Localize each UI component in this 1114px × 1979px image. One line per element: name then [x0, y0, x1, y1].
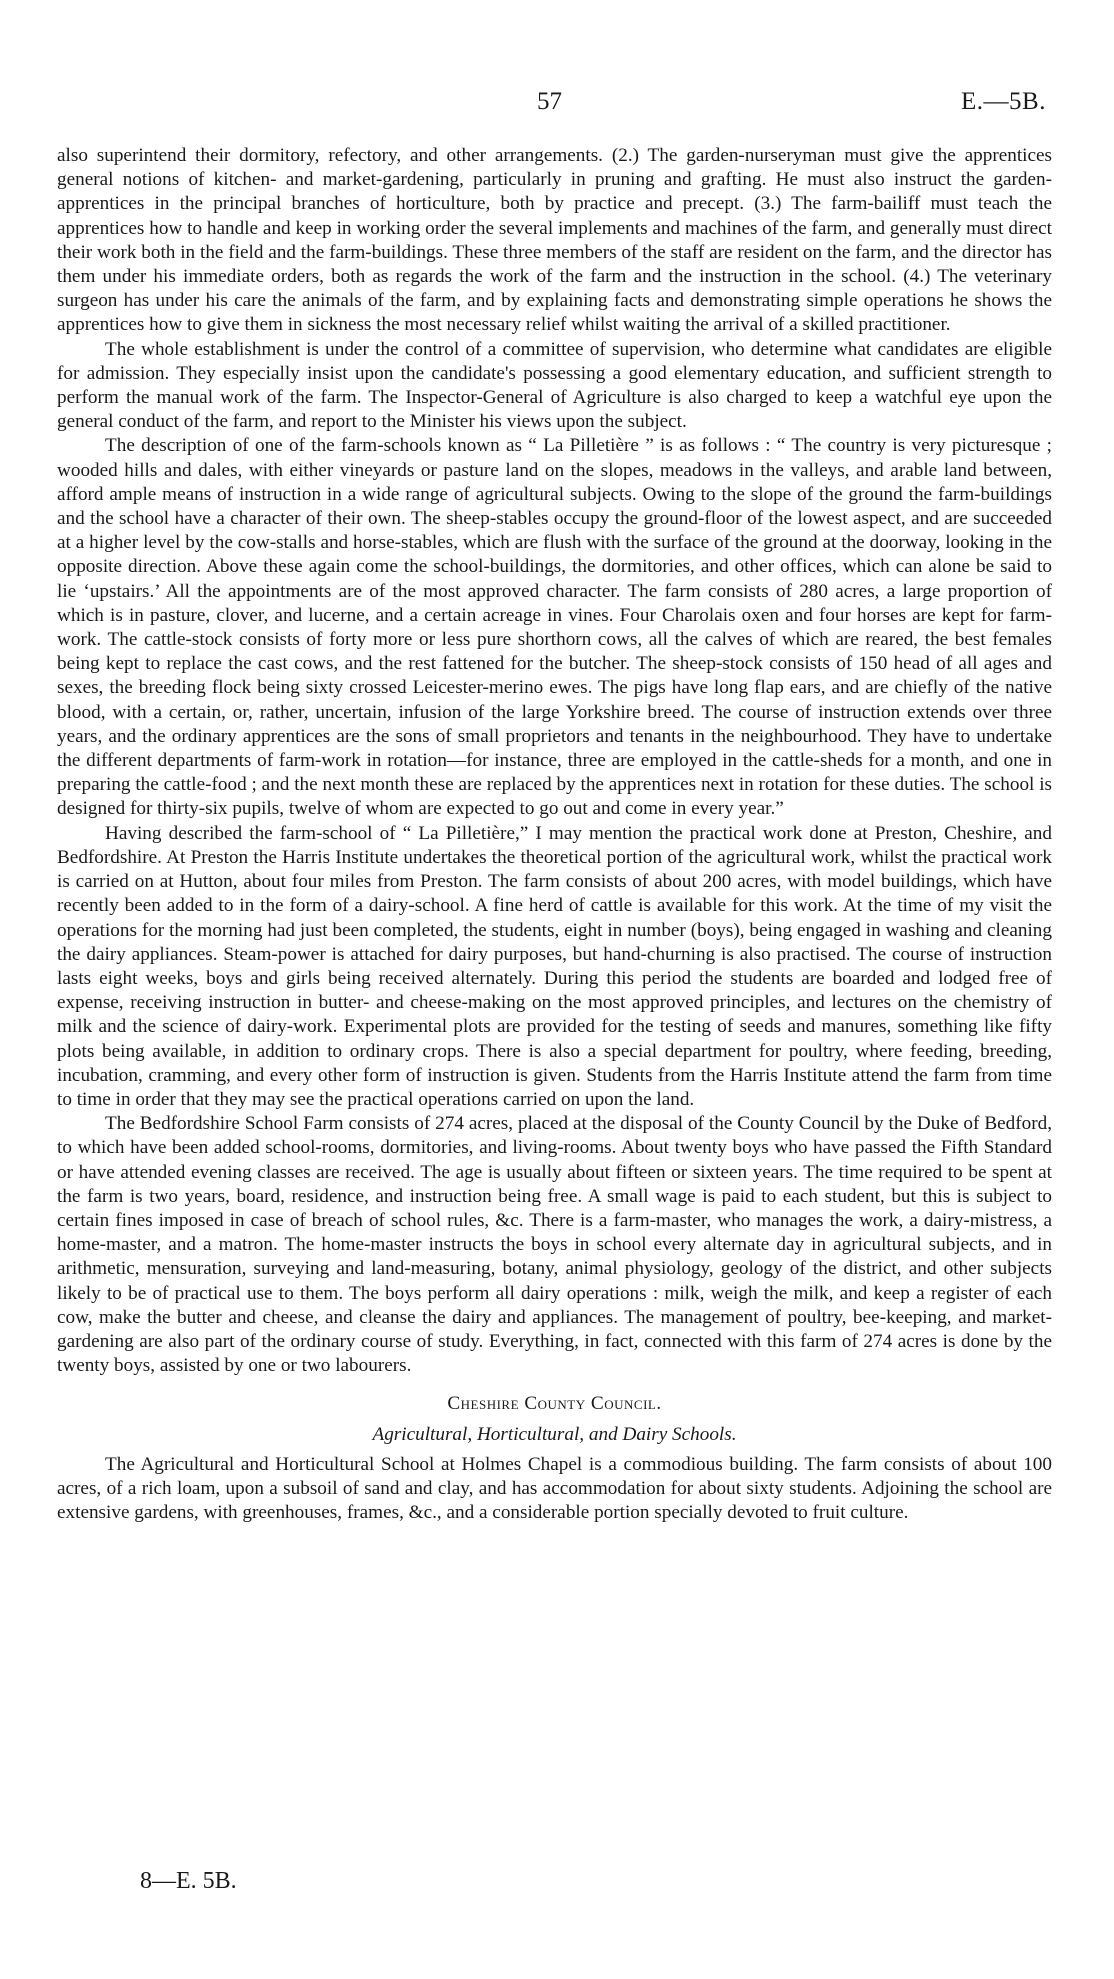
page-number: 57 [537, 88, 562, 115]
paragraph-staff-duties: also superintend their dormitory, refectory, and other arrangements. (2.) The garden-nurseryman must give the apprentices general notions of kitchen- and market-gardening, particularly in pruning and grafting. He must also instruct the garden-apprentices in the principal branches of horticulture, both by practice and precept. (3.) The farm-bailiff must teach the apprentices how to handle and keep in working order the several implements and machines of the farm, and generally must direct their work both in the field and the farm-buildings. These three members of the staff are resident on the farm, and the director has them under his immediate orders, both as regards the work of the farm and the instruction in the school. (4.) The veterinary surgeon has under his care the animals of the farm, and by explaining facts and demonstrating simple operations he shows the apprentices how to give them in sickness the most necessary relief whilst waiting the arrival of a skilled practitioner. [57, 145, 1052, 336]
paragraph-committee: The whole establishment is under the control of a committee of supervision, who determine what candidates are eligible for admission. They especially insist upon the candidate's possessing a good elementary education, and sufficient strength to perform the manual work of the farm. The Inspector-General of Agriculture is also charged to keep a watchful eye upon the general conduct of the farm, and report to the Minister his views upon the subject. [57, 338, 1052, 433]
paragraph-preston: Having described the farm-school of “ La Pilletière,” I may mention the practical work done at Preston, Cheshire, and Bedfordshire. At Preston the Harris Institute undertakes the theoretical portion of the agricultural work, whilst the practical work is carried on at Hutton, about four miles from Preston. The farm consists of about 200 acres, with model buildings, which have recently been added to in the form of a dairy-school. A fine herd of cattle is available for this work. At the time of my visit the operations for the morning had just been completed, the students, eight in number (boys), being engaged in washing and cleaning the dairy appliances. Steam-power is attached for dairy purposes, but hand-churning is also practised. The course of instruction lasts eight weeks, boys and girls being received alternately. During this period the students are boarded and lodged free of expense, receiving instruction in butter- and cheese-making on the most approved principles, and lectures on the chemistry of milk and the science of dairy-work. Experimental plots are provided for the testing of seeds and manures, something like fifty plots being available, in addition to ordinary crops. There is also a special department for poultry, where feeding, breeding, incubation, cramming, and every other form of instruction is given. Students from the Harris Institute attend the farm from time to time in order that they may see the practical operations carried on upon the land. [57, 822, 1052, 1110]
paragraph-holmes-chapel: The Agricultural and Horticultural School at Holmes Chapel is a commodious building. The farm consists of about 100 acres, of a rich loam, upon a subsoil of sand and clay, and has accommodation for about sixty students. Adjoining the school are extensive gardens, with greenhouses, frames, &c., and a considerable portion specially devoted to fruit culture. [57, 1453, 1052, 1524]
page-reference: E.—5B. [961, 88, 1046, 115]
section-subheading-schools: Agricultural, Horticultural, and Dairy Schools. [372, 1423, 737, 1445]
paragraph-bedfordshire: The Bedfordshire School Farm consists of 274 acres, placed at the disposal of the County Council by the Duke of Bedford, to which have been added school-rooms, dormitories, and living-rooms. About twenty boys who have passed the Fifth Standard or have attended evening classes are received. The age is usually about fifteen or sixteen years. The time required to be spent at the farm is two years, board, residence, and instruction being free. A small wage is paid to each student, but this is subject to certain fines imposed in case of breach of school rules, &c. There is a farm-master, who manages the work, a dairy-mistress, a home-master, and a matron. The home-master instructs the boys in school every alternate day in agricultural subjects, and in arithmetic, mensuration, surveying and land-measuring, botany, animal physiology, geology of the district, and other subjects likely to be of practical use to them. The boys perform all dairy operations : milk, weigh the milk, and keep a register of each cow, make the butter and cheese, and cleanse the dairy and appliances. The management of poultry, bee-keeping, and market-gardening are also part of the ordinary course of study. Everything, in fact, connected with this farm of 274 acres is done by the twenty boys, assisted by one or two labourers. [57, 1113, 1052, 1377]
section-heading-council: Cheshire County Council. [447, 1393, 662, 1415]
paragraph-la-pillettiere: The description of one of the farm-schools known as “ La Pilletière ” is as follows : “ The country is very picturesque ; wooded hills and dales, with either vineyards or pasture land on the slopes, meadows in the valleys, and arable land between, afford ample means of instruction in a wide range of agricultural subjects. Owing to the slope of the ground the farm-buildings and the school have a character of their own. The sheep-stables occupy the ground-floor of the lowest aspect, and are succeeded at a higher level by the cow-stalls and horse-stables, which are flush with the surface of the ground at the doorway, looking in the opposite direction. Above these again come the school-buildings, the dormitories, and other offices, which can alone be said to lie ‘upstairs.’ All the appointments are of the most approved character. The farm consists of 280 acres, a large proportion of which is in pasture, clover, and lucerne, and a certain acreage in vines. Four Charolais oxen and four horses are kept for farm-work. The cattle-stock consists of forty more or less pure shorthorn cows, all the calves of which are reared, the best females being kept to replace the cast cows, and the rest fattened for the butcher. The sheep-stock consists of 150 head of all ages and sexes, the breeding flock being sixty crossed Leicester-merino ewes. The pigs have long flap ears, and are chiefly of the native blood, with a certain, or, rather, uncertain, infusion of the large Yorkshire breed. The course of instruction extends over three years, and the ordinary apprentices are the sons of small proprietors and tenants in the neighbourhood. They have to undertake the different departments of farm-work in rotation—for instance, three are employed in the cattle-sheds for a month, and one in preparing the cattle-food ; and the next month these are replaced by the apprentices next in rotation for these duties. The school is designed for thirty-six pupils, twelve of whom are expected to go out and come in every year.” [57, 435, 1052, 820]
footer-signature: 8—E. 5B. [140, 1868, 237, 1894]
body-text [57, 144, 1052, 1525]
